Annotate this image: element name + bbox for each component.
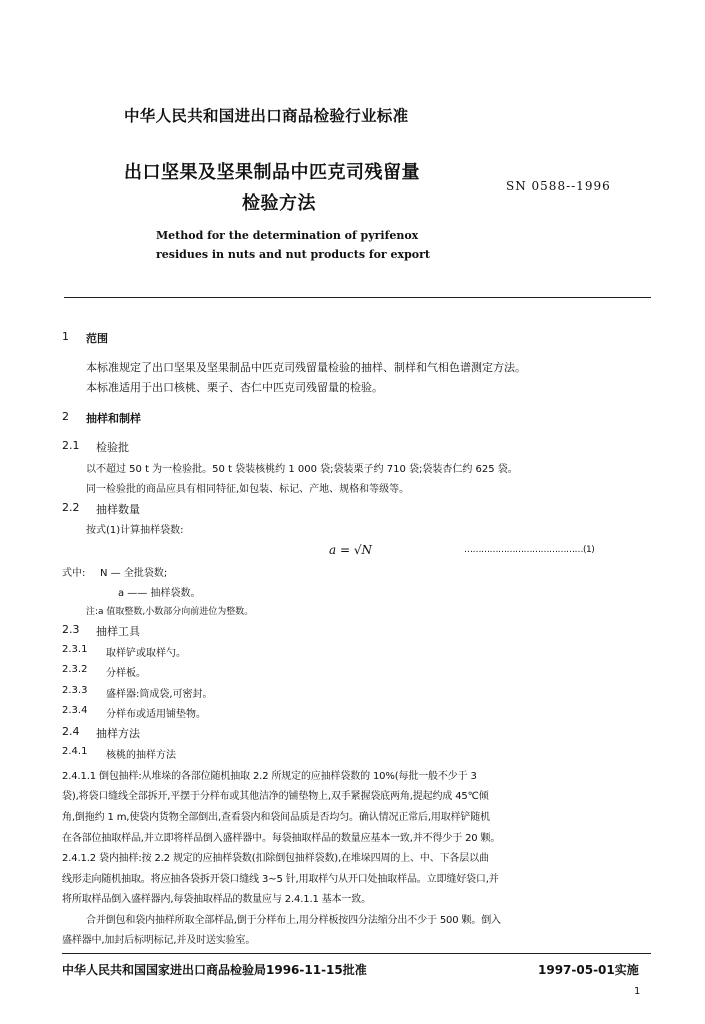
- paragraph: 本标准规定了出口坚果及坚果制品中匹克司残留量检验的抽样、制样和气相色谱测定方法。: [86, 361, 526, 374]
- note: 注:a 值取整数,小数部分向前进位为整数。: [86, 607, 254, 617]
- paragraph: 线形走向随机抽取。将应抽各袋拆开袋口缝线 3~5 针,用取样勺从开口处抽取样品。立即缝好袋口,并: [62, 874, 499, 885]
- paragraph: 按式(1)计算抽样袋数:: [86, 525, 184, 536]
- subsection-number: 2.4: [62, 725, 80, 738]
- subsection-title: 抽样方法: [96, 727, 140, 740]
- clause-number: 2.3.2: [62, 664, 88, 675]
- standard-organization: 中华人民共和国进出口商品检验行业标准: [124, 107, 409, 125]
- paragraph: 本标准适用于出口核桃、栗子、杏仁中匹克司残留量的检验。: [86, 381, 383, 394]
- where-definition: N — 全批袋数;: [100, 568, 168, 579]
- standard-code: SN 0588--1996: [506, 179, 611, 193]
- footer-divider: [62, 953, 651, 954]
- where-definition: a —— 抽样袋数。: [118, 588, 201, 599]
- subsection-number: 2.2: [62, 501, 80, 514]
- paragraph: 2.4.1.2 袋内抽样:按 2.2 规定的应抽样袋数(扣除倒包抽样袋数),在堆垛四周的上、中、下各层以曲: [62, 853, 489, 864]
- section-number: 1: [62, 330, 69, 343]
- paragraph: 盛样器中,加封后标明标记,并及时送实验室。: [62, 935, 256, 946]
- document-title-line2: 检验方法: [242, 193, 316, 214]
- paragraph: 同一检验批的商品应具有相同特征,如包装、标记、产地、规格和等级等。: [86, 484, 410, 495]
- clause-number: 2.3.4: [62, 705, 88, 716]
- paragraph: 合并倒包和袋内抽样所取全部样品,倒于分样布上,用分样板按四分法缩分出不少于 500 颗。倒入: [86, 915, 501, 926]
- clause-text: 分样板。: [106, 668, 146, 679]
- section-title: 抽样和制样: [86, 412, 141, 425]
- clause-text: 分样布或适用铺垫物。: [106, 709, 206, 720]
- paragraph: 2.4.1.1 倒包抽样:从堆垛的各部位随机抽取 2.2 所规定的应抽样袋数的 10%(每批一般不少于 3: [62, 771, 477, 782]
- formula: a = √N: [329, 543, 372, 557]
- paragraph: 在各部位抽取样品,并立即将样品倒入盛样器中。每袋抽取样品的数量应基本一致,并不得少于 20 颗。: [62, 833, 501, 844]
- paragraph: 角,倒拖约 1 m,使袋内货物全部倒出,查看袋内和袋间品质是否均匀。确认情况正常后,用取样铲随机: [62, 812, 490, 823]
- english-title-line1: Method for the determination of pyrifenox: [156, 229, 419, 242]
- section-title: 范围: [86, 332, 108, 345]
- subsection-title: 检验批: [96, 441, 129, 454]
- subsection-number: 2.1: [62, 439, 80, 452]
- subsection-title: 抽样工具: [96, 625, 140, 638]
- clause-number: 2.3.3: [62, 685, 88, 696]
- subsection-number: 2.3: [62, 623, 80, 636]
- paragraph: 以不超过 50 t 为一检验批。50 t 袋装核桃约 1 000 袋;袋装栗子约 710 袋;袋装杏仁约 625 袋。: [86, 464, 518, 475]
- header-divider: [64, 297, 651, 298]
- paragraph: 袋),将袋口缝线全部拆开,平摆于分样布或其他洁净的铺垫物上,双手紧握袋底两角,提起约成 45℃倾: [62, 791, 489, 802]
- clause-number: 2.3.1: [62, 644, 88, 655]
- clause-number: 2.4.1: [62, 746, 88, 757]
- paragraph: 将所取样品倒入盛样器内,每袋抽取样品的数量应与 2.4.1.1 基本一致。: [62, 894, 371, 905]
- page-number: 1: [634, 986, 641, 997]
- document-title-line1: 出口坚果及坚果制品中匹克司残留量: [124, 162, 420, 183]
- section-number: 2: [62, 410, 69, 423]
- english-title-line2: residues in nuts and nut products for export: [156, 248, 431, 261]
- subsection-title: 抽样数量: [96, 503, 140, 516]
- clause-title: 核桃的抽样方法: [106, 750, 176, 761]
- formula-number: ……………………………………(1): [464, 545, 595, 555]
- approval-issuer: 中华人民共和国国家进出口商品检验局1996-11-15批准: [62, 963, 367, 977]
- where-lead: 式中:: [62, 568, 86, 579]
- effective-date: 1997-05-01实施: [538, 963, 639, 977]
- clause-text: 盛样器:筒成袋,可密封。: [106, 689, 213, 700]
- clause-text: 取样铲或取样勺。: [106, 648, 186, 659]
